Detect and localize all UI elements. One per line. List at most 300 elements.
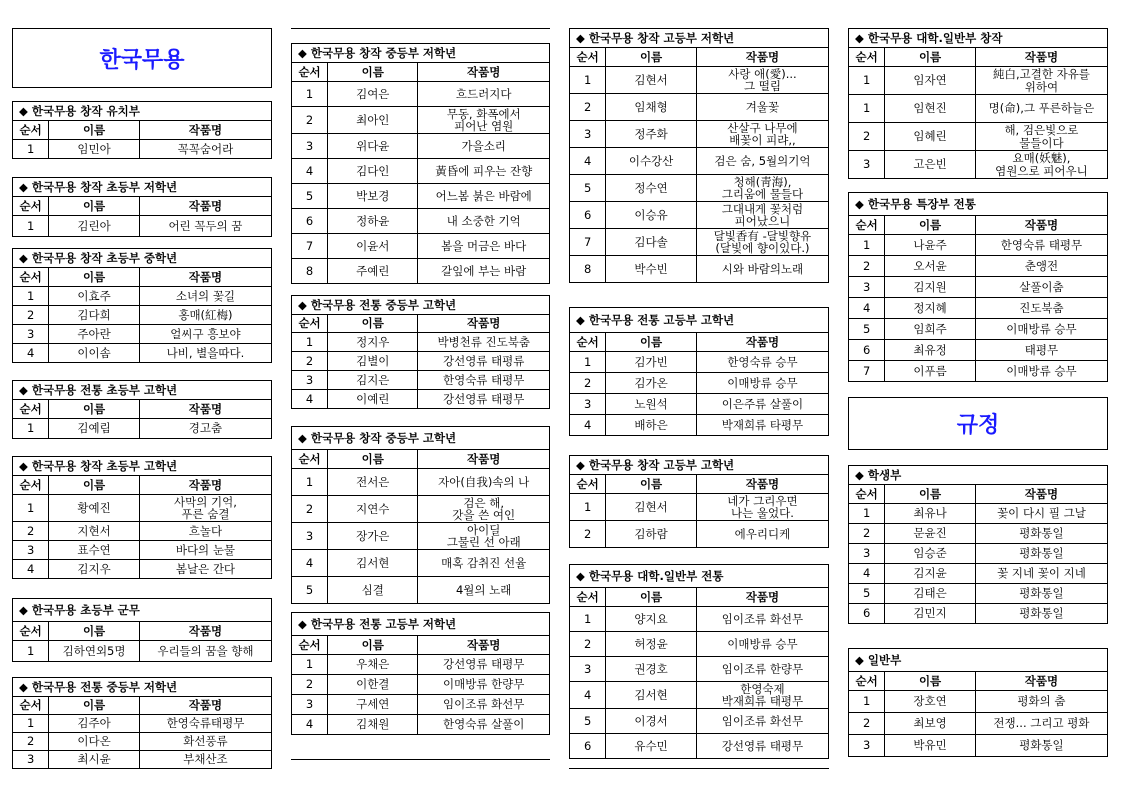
section-title: ◆ 한국무용 초등부 군무 [13, 599, 272, 622]
name-cell: 표수연 [49, 541, 140, 560]
order-cell: 1 [849, 504, 885, 524]
table-row [570, 256, 829, 283]
work-cell: 강선영류 태평무 [418, 390, 550, 409]
order-header: 순서 [570, 475, 606, 494]
order-cell: 5 [849, 584, 885, 604]
table-row [849, 340, 1108, 361]
order-cell: 3 [292, 134, 328, 159]
table-row [849, 256, 1108, 277]
table-row [849, 235, 1108, 256]
section-table [569, 28, 829, 283]
name-cell: 김태은 [885, 584, 976, 604]
order-cell: 8 [292, 259, 328, 284]
order-cell: 1 [570, 352, 606, 373]
section-title-row [570, 29, 829, 48]
section-title: ◆ 한국무용 창작 중등부 저학년 [292, 44, 550, 63]
section-title: ◆ 한국무용 창작 초등부 고학년 [13, 457, 272, 476]
name-cell: 배하은 [606, 415, 697, 436]
name-cell: 김다솔 [606, 229, 697, 256]
section-title-row [13, 102, 272, 121]
section-title-row [13, 249, 272, 268]
name-cell: 박보경 [328, 184, 418, 209]
name-cell: 유수민 [606, 734, 697, 759]
section-table [848, 192, 1108, 382]
name-header: 이름 [328, 63, 418, 82]
work-cell: 매혹 감취진 선율 [418, 550, 550, 577]
section-title: ◆ 한국무용 창작 고등부 고학년 [570, 456, 829, 475]
table-row [849, 277, 1108, 298]
name-cell: 임자연 [885, 67, 976, 95]
section-title-row [13, 381, 272, 400]
work-header: 작품명 [139, 268, 271, 287]
table-row [570, 657, 829, 682]
section-table [291, 43, 550, 284]
work-cell: 봄날은 간다 [139, 560, 271, 579]
table-row [292, 352, 550, 371]
name-cell: 임채형 [606, 94, 697, 121]
work-cell: 임이조류 한량무 [696, 657, 828, 682]
work-header: 작품명 [696, 588, 828, 607]
work-cell: 박재희류 타평무 [696, 415, 828, 436]
name-cell: 김하람 [606, 521, 697, 548]
name-cell: 위다윤 [328, 134, 418, 159]
name-cell: 김다희 [49, 306, 140, 325]
name-cell: 이이솜 [49, 344, 140, 363]
order-cell: 3 [292, 695, 328, 715]
work-cell: 이매방류 승무 [975, 319, 1107, 340]
table-row [570, 121, 829, 148]
table-row [13, 641, 272, 662]
table-row [570, 67, 829, 94]
name-cell: 정수연 [606, 175, 697, 202]
work-header: 작품명 [139, 121, 271, 140]
header-row [570, 588, 829, 607]
name-header: 이름 [49, 121, 140, 140]
order-cell: 4 [849, 298, 885, 319]
work-cell: 黃昏에 피우는 잔향 [418, 159, 550, 184]
work-cell: 갈잎에 부는 바람 [418, 259, 550, 284]
work-header: 작품명 [975, 48, 1107, 67]
section-title-row [292, 427, 550, 450]
work-cell: 사막의 기억, 푸른 숨결 [139, 495, 271, 522]
work-cell: 내 소중한 기억 [418, 209, 550, 234]
name-cell: 최아인 [328, 107, 418, 134]
section-title: ◆ 일반부 [849, 649, 1108, 672]
name-cell: 고은빈 [885, 151, 976, 179]
work-cell: 소녀의 꽃길 [139, 287, 271, 306]
order-cell: 1 [849, 691, 885, 713]
order-cell: 4 [570, 415, 606, 436]
name-cell: 박유민 [885, 735, 976, 757]
header-row [570, 333, 829, 352]
name-cell: 전서은 [328, 469, 418, 496]
name-cell: 김서현 [606, 682, 697, 709]
work-header: 작품명 [975, 216, 1107, 235]
order-cell: 5 [849, 319, 885, 340]
work-cell: 한영숙류 태평무 [975, 235, 1107, 256]
section-title-row [292, 613, 550, 636]
work-cell: 전쟁... 그리고 평화 [975, 713, 1107, 735]
name-header: 이름 [49, 622, 140, 641]
table-row [292, 209, 550, 234]
order-cell: 4 [570, 148, 606, 175]
table-row [849, 361, 1108, 382]
work-cell: 임이조류 화선무 [418, 695, 550, 715]
name-cell: 김채원 [328, 715, 418, 735]
name-cell: 정주화 [606, 121, 697, 148]
section-title-row [292, 44, 550, 63]
order-cell: 1 [849, 235, 885, 256]
section-table [848, 648, 1108, 757]
order-cell: 2 [292, 496, 328, 523]
table-row [570, 682, 829, 709]
section-grid [569, 564, 829, 759]
name-cell: 주아란 [49, 325, 140, 344]
name-cell: 김현서 [606, 67, 697, 94]
section-table [569, 564, 829, 759]
work-cell: 이매방류 승무 [696, 373, 828, 394]
section-grid [12, 456, 272, 579]
work-header: 작품명 [975, 485, 1107, 504]
order-cell: 7 [849, 361, 885, 382]
section-title-row [849, 193, 1108, 216]
name-cell: 최유정 [885, 340, 976, 361]
section-title-row [849, 29, 1108, 48]
work-cell: 봄을 머금은 바다 [418, 234, 550, 259]
column-bottom-rule [569, 768, 829, 769]
section-title: ◆ 한국무용 전통 초등부 고학년 [13, 381, 272, 400]
order-cell: 2 [292, 107, 328, 134]
header-row [292, 315, 550, 333]
name-cell: 정지혜 [885, 298, 976, 319]
table-row [570, 175, 829, 202]
work-cell: 강선영류 태평무 [696, 734, 828, 759]
table-row [13, 216, 272, 237]
work-cell: 태평무 [975, 340, 1107, 361]
order-cell: 4 [13, 344, 49, 363]
order-cell: 1 [13, 419, 49, 439]
order-cell: 3 [570, 121, 606, 148]
header-row [13, 197, 272, 216]
order-cell: 3 [570, 657, 606, 682]
section-title: ◆ 한국무용 창작 초등부 저학년 [13, 178, 272, 197]
table-row [292, 107, 550, 134]
order-cell: 4 [292, 390, 328, 409]
order-cell: 3 [849, 277, 885, 298]
order-header: 순서 [570, 588, 606, 607]
name-cell: 김서현 [328, 550, 418, 577]
name-cell: 임현진 [885, 95, 976, 123]
table-row [13, 495, 272, 522]
work-header: 작품명 [696, 475, 828, 494]
name-cell: 김예림 [49, 419, 140, 439]
work-cell: 평화통일 [975, 524, 1107, 544]
section-table [569, 455, 829, 548]
section-title-row [849, 649, 1108, 672]
table-row [570, 202, 829, 229]
table-row [849, 564, 1108, 584]
name-cell: 이경서 [606, 709, 697, 734]
name-cell: 이승유 [606, 202, 697, 229]
work-header: 작품명 [418, 63, 550, 82]
header-row [849, 672, 1108, 691]
order-cell: 1 [570, 67, 606, 94]
name-cell: 우채은 [328, 655, 418, 675]
header-row [13, 121, 272, 140]
work-cell: 우리들의 꿈을 향해 [139, 641, 271, 662]
section-title-row [13, 599, 272, 622]
name-cell: 김주아 [49, 715, 140, 733]
section-table [12, 598, 272, 662]
table-row [849, 524, 1108, 544]
work-cell: 박병천류 진도북춤 [418, 333, 550, 352]
table-row [292, 159, 550, 184]
table-row [570, 415, 829, 436]
section-title-row [292, 296, 550, 315]
table-row [570, 709, 829, 734]
work-cell: 그대내게 꽃처럼 피어났으니 [696, 202, 828, 229]
name-header: 이름 [49, 400, 140, 419]
section-table [291, 612, 550, 735]
table-row [13, 560, 272, 579]
work-cell: 한영숙류 태평무 [418, 371, 550, 390]
table-row [570, 148, 829, 175]
work-cell: 경고춤 [139, 419, 271, 439]
section-table [12, 456, 272, 579]
section-title: ◆ 학생부 [849, 466, 1108, 485]
table-row [292, 496, 550, 523]
section-title: ◆ 한국무용 전통 고등부 고학년 [570, 308, 829, 333]
work-cell: 바다의 눈물 [139, 541, 271, 560]
name-cell: 장호연 [885, 691, 976, 713]
table-row [13, 287, 272, 306]
table-row [292, 695, 550, 715]
section-grid [12, 177, 272, 237]
order-cell: 7 [570, 229, 606, 256]
table-row [292, 715, 550, 735]
table-row [292, 390, 550, 409]
name-cell: 정지우 [328, 333, 418, 352]
section-title: ◆ 한국무용 특장부 전통 [849, 193, 1108, 216]
order-cell: 6 [849, 604, 885, 624]
name-cell: 김지우 [49, 560, 140, 579]
order-header: 순서 [292, 636, 328, 655]
section-grid [569, 455, 829, 548]
table-row [570, 632, 829, 657]
order-header: 순서 [570, 48, 606, 67]
section-title: ◆ 한국무용 창작 중등부 고학년 [292, 427, 550, 450]
table-row [292, 655, 550, 675]
name-cell: 이푸름 [885, 361, 976, 382]
name-cell: 나윤주 [885, 235, 976, 256]
work-cell: 어느봄 붉은 바람에 [418, 184, 550, 209]
rules-title: 규정 [848, 397, 1108, 450]
section-title-row [13, 178, 272, 197]
section-title: ◆ 한국무용 창작 초등부 중학년 [13, 249, 272, 268]
work-cell: 청해(靑海), 그리움에 물들다 [696, 175, 828, 202]
table-row [292, 184, 550, 209]
header-row [570, 475, 829, 494]
table-row [292, 259, 550, 284]
section-grid [12, 677, 272, 769]
work-cell: 한영숙류 승무 [696, 352, 828, 373]
name-cell: 임승준 [885, 544, 976, 564]
work-cell: 이은주류 살풀이 [696, 394, 828, 415]
order-cell: 1 [292, 655, 328, 675]
work-cell: 시와 바람의노래 [696, 256, 828, 283]
work-cell: 한영숙제 박재희류 태평무 [696, 682, 828, 709]
section-grid [569, 307, 829, 436]
section-grid [848, 28, 1108, 179]
name-header: 이름 [885, 48, 976, 67]
work-cell: 꼭꼭숨어라 [139, 140, 271, 159]
section-title: ◆ 한국무용 전통 중등부 고학년 [292, 296, 550, 315]
table-row [570, 734, 829, 759]
order-cell: 2 [849, 123, 885, 151]
order-cell: 6 [570, 202, 606, 229]
order-header: 순서 [13, 121, 49, 140]
work-cell: 임이조류 화선무 [696, 607, 828, 632]
table-row [570, 94, 829, 121]
table-row [849, 713, 1108, 735]
work-cell: 진도북춤 [975, 298, 1107, 319]
work-cell: 무동, 화폭에서 피어난 염원 [418, 107, 550, 134]
column-bottom-rule [291, 759, 550, 760]
order-cell: 2 [570, 94, 606, 121]
section-grid [291, 43, 550, 284]
order-header: 순서 [292, 63, 328, 82]
section-table [291, 295, 550, 409]
order-cell: 4 [292, 159, 328, 184]
table-row [13, 522, 272, 541]
order-header: 순서 [13, 622, 49, 641]
work-cell: 한영숙류 살풀이 [418, 715, 550, 735]
table-row [292, 234, 550, 259]
order-cell: 3 [292, 371, 328, 390]
order-cell: 1 [13, 216, 49, 237]
name-header: 이름 [328, 315, 418, 333]
table-row [292, 333, 550, 352]
table-row [13, 325, 272, 344]
name-cell: 임민아 [49, 140, 140, 159]
work-header: 작품명 [139, 400, 271, 419]
section-title: ◆ 한국무용 대학.일반부 창작 [849, 29, 1108, 48]
table-row [292, 469, 550, 496]
name-cell: 임혜린 [885, 123, 976, 151]
work-cell: 어린 꼭두의 꿈 [139, 216, 271, 237]
work-cell: 얼씨구 흥보야 [139, 325, 271, 344]
order-header: 순서 [13, 400, 49, 419]
order-cell: 2 [849, 524, 885, 544]
order-cell: 1 [570, 494, 606, 521]
name-header: 이름 [49, 476, 140, 495]
name-header: 이름 [328, 636, 418, 655]
work-cell: 에우리디케 [696, 521, 828, 548]
section-title: ◆ 한국무용 창작 유치부 [13, 102, 272, 121]
order-header: 순서 [849, 672, 885, 691]
name-cell: 김별이 [328, 352, 418, 371]
section-table [12, 677, 272, 769]
work-cell: 이매방류 승무 [975, 361, 1107, 382]
order-cell: 3 [13, 325, 49, 344]
work-cell: 흐드러지다 [418, 82, 550, 107]
work-cell: 임이조류 화선무 [696, 709, 828, 734]
order-cell: 4 [13, 560, 49, 579]
table-row [849, 151, 1108, 179]
section-table [12, 101, 272, 159]
order-cell: 2 [570, 521, 606, 548]
name-cell: 황예진 [49, 495, 140, 522]
work-cell: 검은 해, 갓을 쓴 여인 [418, 496, 550, 523]
work-cell: 평화통일 [975, 544, 1107, 564]
work-cell: 평화의 춤 [975, 691, 1107, 713]
order-cell: 2 [849, 713, 885, 735]
order-cell: 5 [292, 184, 328, 209]
work-cell: 해, 검은빛으로 물들이다 [975, 123, 1107, 151]
work-cell: 홍매(紅梅) [139, 306, 271, 325]
work-cell: 화선풍류 [139, 733, 271, 751]
order-cell: 2 [292, 675, 328, 695]
order-cell: 4 [849, 564, 885, 584]
work-cell: 나비, 별을따다. [139, 344, 271, 363]
order-header: 순서 [849, 48, 885, 67]
section-table [291, 426, 550, 604]
name-header: 이름 [606, 333, 697, 352]
work-cell: 純白,고결한 자유를 위하여 [975, 67, 1107, 95]
order-header: 순서 [570, 333, 606, 352]
order-header: 순서 [13, 197, 49, 216]
section-grid [12, 248, 272, 363]
header-row [13, 622, 272, 641]
section-title: ◆ 한국무용 전통 고등부 저학년 [292, 613, 550, 636]
name-cell: 이수강산 [606, 148, 697, 175]
section-title-row [570, 308, 829, 333]
header-row [849, 216, 1108, 235]
page-title: 한국무용 [12, 28, 272, 88]
order-cell: 4 [292, 715, 328, 735]
table-row [292, 550, 550, 577]
table-row [13, 419, 272, 439]
name-cell: 최유나 [885, 504, 976, 524]
section-title-row [849, 466, 1108, 485]
name-cell: 김다인 [328, 159, 418, 184]
order-header: 순서 [292, 315, 328, 333]
order-cell: 5 [570, 709, 606, 734]
table-row [13, 751, 272, 769]
section-table [12, 177, 272, 237]
section-grid [12, 101, 272, 159]
order-cell: 2 [13, 733, 49, 751]
work-header: 작품명 [975, 672, 1107, 691]
work-cell: 흐놀다 [139, 522, 271, 541]
column-top-rule [291, 28, 550, 29]
name-cell: 김가온 [606, 373, 697, 394]
table-row [570, 521, 829, 548]
work-header: 작품명 [139, 697, 271, 715]
order-cell: 3 [849, 151, 885, 179]
order-cell: 3 [849, 544, 885, 564]
name-cell: 구세연 [328, 695, 418, 715]
order-cell: 1 [849, 67, 885, 95]
work-cell: 자아(自我)속의 나 [418, 469, 550, 496]
work-header: 작품명 [696, 333, 828, 352]
name-cell: 허정윤 [606, 632, 697, 657]
header-row [13, 268, 272, 287]
order-cell: 1 [13, 715, 49, 733]
name-cell: 김여은 [328, 82, 418, 107]
work-cell: 살풀이춤 [975, 277, 1107, 298]
section-table [569, 307, 829, 436]
